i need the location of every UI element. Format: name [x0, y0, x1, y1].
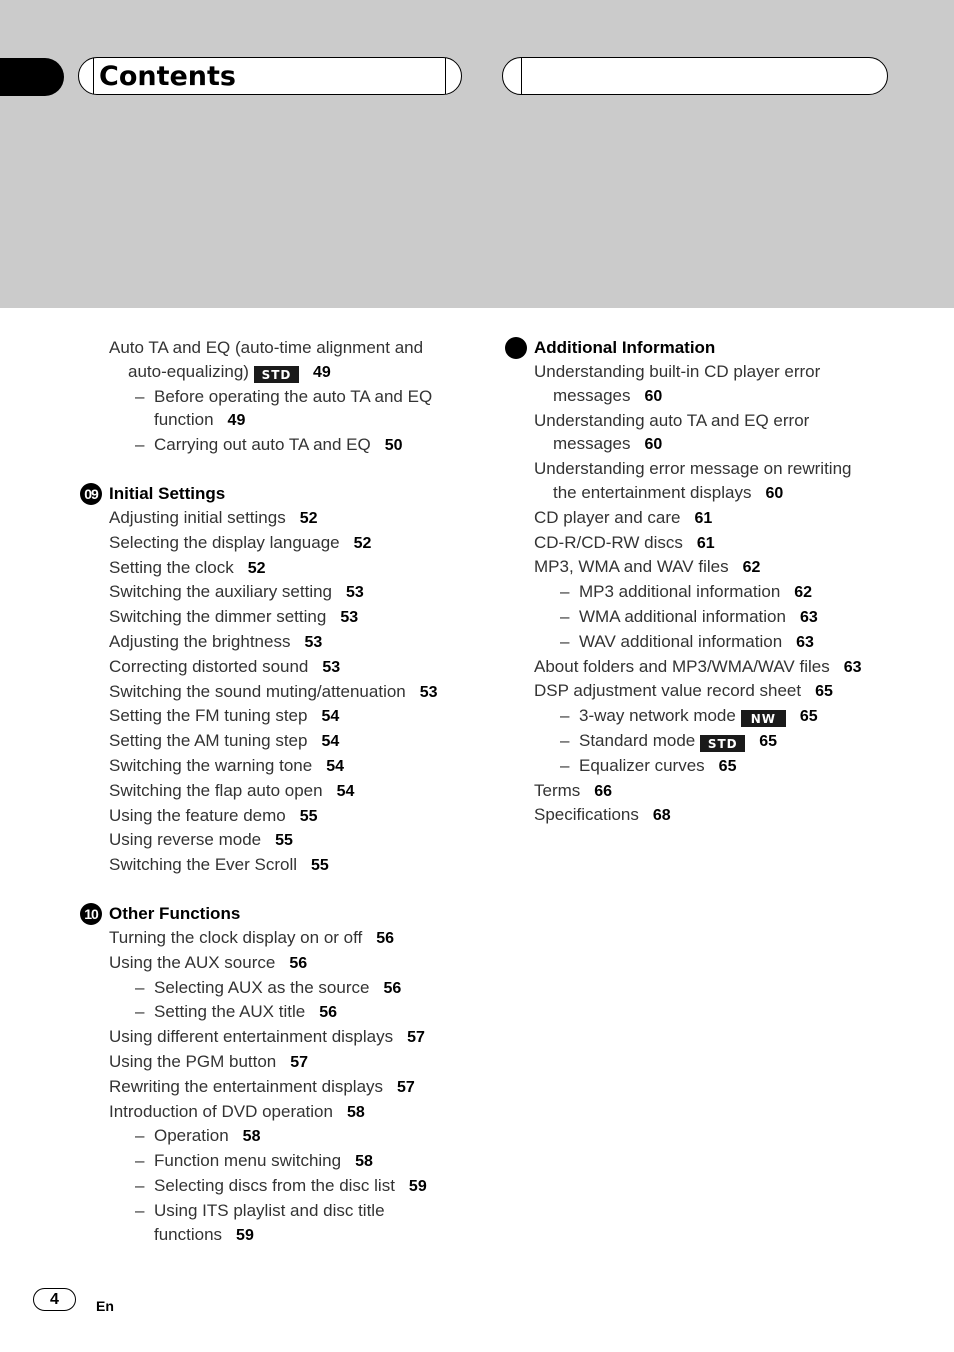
- toc-subentry-carrying-out[interactable]: – Carrying out auto TA and EQ 50: [80, 433, 480, 458]
- toc-entry[interactable]: MP3, WMA and WAV files 62: [534, 557, 761, 577]
- dash-bullet: –: [560, 706, 570, 726]
- std-mode-badge: STD: [254, 366, 299, 383]
- toc-subentry[interactable]: – Standard mode STD 65: [560, 730, 778, 751]
- page-number: 54: [321, 708, 340, 726]
- page-number: 53: [419, 683, 438, 701]
- toc-entry[interactable]: Understanding auto TA and EQ error messages 60: [534, 410, 810, 454]
- toc-subentry[interactable]: – Selecting discs from the disc list 59: [80, 1174, 480, 1199]
- toc-entry[interactable]: Using different entertainment displays 57: [109, 1027, 425, 1047]
- toc-entry[interactable]: Setting the FM tuning step 54: [109, 706, 340, 726]
- page-number: 52: [247, 559, 266, 577]
- page-number: 54: [326, 757, 344, 775]
- toc-entry[interactable]: CD-R/CD-RW discs 61: [534, 532, 715, 552]
- page-number: 58: [355, 1153, 373, 1171]
- toc-entry[interactable]: Adjusting initial settings 52: [109, 507, 318, 527]
- page-number: 54: [336, 782, 355, 800]
- section-header-initial-settings[interactable]: [80, 482, 480, 506]
- page-number: 66: [594, 782, 613, 800]
- page-number: 63: [796, 633, 814, 651]
- dash-bullet: –: [560, 755, 570, 775]
- toc-subentry[interactable]: – WAV additional information 63: [505, 630, 925, 655]
- page-number: 49: [312, 363, 331, 381]
- right-box-divider: [521, 58, 522, 94]
- page-title: Contents: [99, 61, 237, 92]
- footer-page-number: 4: [33, 1288, 76, 1311]
- dash-bullet: –: [135, 386, 145, 406]
- page-number: 60: [765, 484, 784, 502]
- page-number: 59: [408, 1177, 427, 1195]
- toc-subentry[interactable]: – MP3 additional information 62: [505, 580, 925, 605]
- page-number: 53: [340, 609, 359, 627]
- section-number-badge: 09: [80, 483, 102, 505]
- page-number: 55: [299, 807, 318, 825]
- toc-subentry[interactable]: – Equalizer curves 65: [505, 754, 925, 779]
- page-number: 58: [346, 1103, 365, 1121]
- page-number: 61: [694, 509, 713, 527]
- section-tab-marker: [0, 58, 64, 96]
- toc-entry[interactable]: Switching the dimmer setting 53: [109, 607, 359, 627]
- page-number: 58: [242, 1128, 261, 1146]
- section-number-badge: 10: [80, 903, 102, 925]
- dash-bullet: –: [135, 435, 145, 455]
- page-number: 56: [319, 1004, 337, 1022]
- page-number: 54: [321, 733, 340, 751]
- page-number: 63: [843, 658, 862, 676]
- page-number: 55: [275, 832, 293, 850]
- toc-subentry[interactable]: – 3-way network mode NW 65: [560, 706, 818, 727]
- toc-entry-auto-ta-eq[interactable]: Auto TA and EQ (auto-time alignment and auto-equalizing) STD 49: [109, 338, 424, 382]
- section-title: Additional Information: [534, 338, 716, 357]
- toc-entry[interactable]: Adjusting the brightness 53: [109, 631, 323, 651]
- toc-subentry[interactable]: – Function menu switching 58: [80, 1149, 480, 1174]
- dash-bullet: –: [135, 1175, 145, 1195]
- dash-bullet: –: [560, 606, 570, 626]
- toc-entry[interactable]: Specifications 68: [534, 805, 671, 825]
- section-title: Other Functions: [109, 903, 241, 923]
- page-number: 53: [346, 584, 364, 602]
- right-header-box: [502, 57, 888, 95]
- header-band: [0, 0, 954, 308]
- page-number: 53: [322, 658, 341, 676]
- toc-entry[interactable]: Rewriting the entertainment displays 57: [109, 1076, 415, 1096]
- toc-entry[interactable]: Switching the flap auto open 54: [109, 780, 355, 800]
- toc-entry[interactable]: Using the feature demo 55: [109, 805, 318, 825]
- toc-entry[interactable]: About folders and MP3/WMA/WAV files 63: [534, 656, 862, 676]
- dash-bullet: –: [135, 1126, 145, 1146]
- toc-entry[interactable]: DSP adjustment value record sheet 65: [534, 681, 833, 701]
- page-number: 62: [794, 584, 813, 602]
- dash-bullet: –: [135, 977, 145, 997]
- dash-bullet: –: [560, 631, 570, 651]
- page-number: 59: [236, 1226, 254, 1244]
- toc-entry[interactable]: Switching the Ever Scroll 55: [109, 855, 329, 875]
- section-bullet-badge: [505, 337, 527, 359]
- toc-entry[interactable]: Turning the clock display on or off 56: [109, 927, 395, 947]
- page-number: 61: [696, 534, 715, 552]
- page-number: 60: [644, 387, 663, 405]
- page-number: 56: [289, 954, 308, 972]
- toc-entry[interactable]: Selecting the display language 52: [109, 532, 372, 552]
- page-number: 53: [304, 633, 323, 651]
- toc-subentry[interactable]: – Setting the AUX title 56: [80, 1000, 480, 1025]
- toc-entry[interactable]: Setting the clock 52: [109, 557, 266, 577]
- page-number: 57: [397, 1078, 415, 1096]
- dash-bullet: –: [560, 730, 570, 750]
- page-number: 49: [227, 412, 246, 430]
- toc-entry[interactable]: Terms 66: [534, 780, 613, 800]
- footer-language: En: [96, 1298, 114, 1314]
- section-title: Initial Settings: [109, 483, 226, 503]
- toc-entry[interactable]: Switching the sound muting/attenuation 53: [109, 681, 438, 701]
- std-mode-badge: STD: [700, 735, 745, 752]
- title-box: [78, 57, 462, 95]
- page-number: 65: [815, 683, 833, 701]
- toc-subentry[interactable]: – WMA additional information 63: [505, 605, 925, 630]
- page-number: 52: [299, 509, 318, 527]
- page-number: 68: [652, 807, 671, 825]
- toc-entry[interactable]: Switching the warning tone 54: [109, 755, 344, 775]
- title-box-divider-right: [445, 58, 446, 94]
- page-number: 60: [644, 436, 663, 454]
- toc-entry[interactable]: Setting the AM tuning step 54: [109, 731, 340, 751]
- toc-entry[interactable]: Introduction of DVD operation 58: [109, 1101, 365, 1121]
- toc-right-column: [505, 336, 925, 828]
- title-box-divider-left: [93, 58, 94, 94]
- page-number: 65: [718, 757, 737, 775]
- dash-bullet: –: [135, 1002, 145, 1022]
- page-number: 55: [311, 857, 329, 875]
- page-number: 52: [353, 534, 372, 552]
- toc-subentry[interactable]: – Selecting AUX as the source 56: [80, 976, 480, 1001]
- page-number: 57: [407, 1029, 425, 1047]
- toc-entry[interactable]: Correcting distorted sound 53: [109, 656, 341, 676]
- toc-subentry[interactable]: – Operation 58: [80, 1124, 480, 1149]
- page-number: 56: [376, 929, 395, 947]
- dash-bullet: –: [135, 1200, 145, 1220]
- toc-left-column: [80, 336, 480, 1247]
- toc-entry[interactable]: Understanding error message on rewriting the entertainment displays 60: [534, 459, 852, 502]
- section-header-other-functions[interactable]: [80, 902, 480, 926]
- section-header-additional-information[interactable]: [505, 336, 925, 360]
- toc-subentry[interactable]: – Using ITS playlist and disc title functions 59: [135, 1200, 385, 1244]
- page-number: 57: [290, 1053, 309, 1071]
- toc-entry[interactable]: CD player and care 61: [534, 507, 713, 527]
- toc-entry[interactable]: Switching the auxiliary setting 53: [109, 582, 364, 602]
- nw-mode-badge: NW: [741, 710, 786, 727]
- toc-entry[interactable]: Using the AUX source 56: [109, 952, 308, 972]
- page-number: 56: [383, 979, 402, 997]
- page-number: 62: [742, 559, 761, 577]
- dash-bullet: –: [560, 582, 570, 602]
- toc-entry[interactable]: Using reverse mode 55: [109, 830, 293, 850]
- toc-subentry-before-operating[interactable]: – Before operating the auto TA and EQ function 49: [135, 386, 433, 430]
- dash-bullet: –: [135, 1151, 145, 1171]
- toc-entry[interactable]: Using the PGM button 57: [109, 1051, 309, 1071]
- page-number: 65: [799, 708, 818, 726]
- page-number: 50: [384, 437, 403, 455]
- toc-entry[interactable]: Understanding built-in CD player error messages 60: [534, 362, 821, 405]
- page-number: 63: [799, 608, 818, 626]
- page-number: 65: [759, 732, 778, 750]
